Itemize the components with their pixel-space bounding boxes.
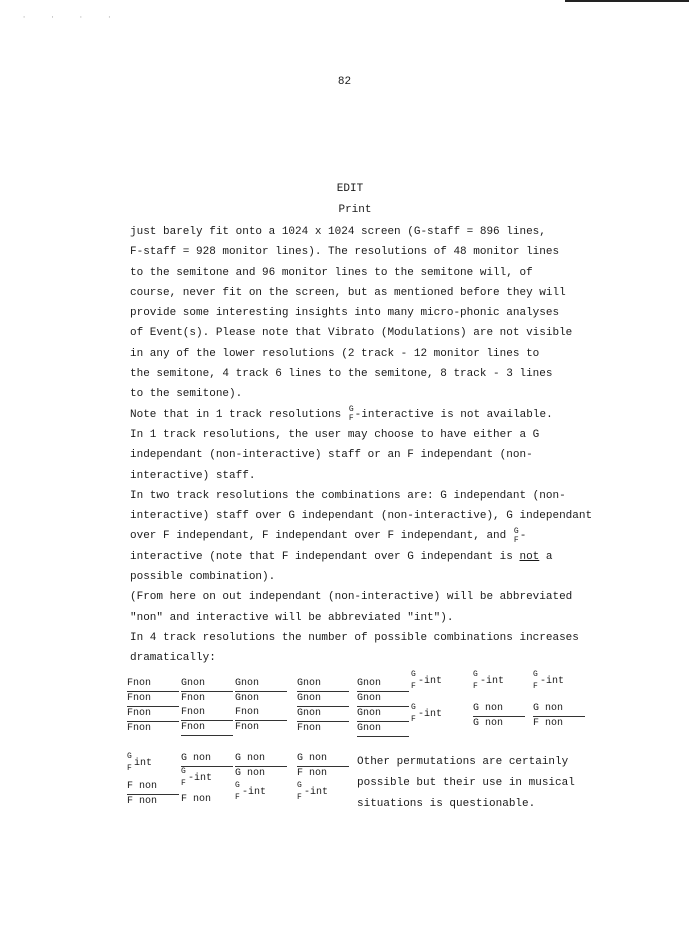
combo-cell: G non bbox=[473, 702, 525, 717]
combo-stack bbox=[533, 702, 585, 731]
frac-top: G bbox=[411, 670, 416, 679]
frac-label: -int bbox=[242, 787, 267, 798]
text-line: F-staff = 928 monitor lines). The resolutions of 48 monitor lines bbox=[130, 246, 560, 259]
frac-bottom: F bbox=[127, 764, 132, 773]
closing-note bbox=[357, 752, 597, 815]
combo-column bbox=[533, 670, 585, 731]
text-line: interactive) staff. bbox=[130, 469, 256, 482]
combo-column bbox=[181, 752, 233, 807]
combo-cell: Fnon bbox=[127, 707, 179, 722]
text-line: interactive) staff over G independant (non-interactive), G independant bbox=[130, 510, 593, 523]
frac-label: -int bbox=[188, 773, 213, 784]
frac-label: -int bbox=[480, 676, 505, 687]
frac-label: -int bbox=[418, 676, 443, 687]
frac-top: G bbox=[297, 781, 302, 790]
combo-cell: Fnon bbox=[127, 677, 179, 692]
gf-int-fraction bbox=[533, 670, 585, 698]
frac-top: G bbox=[127, 752, 132, 761]
combo-cell: Gnon bbox=[297, 707, 349, 722]
text-line: situations is questionable. bbox=[357, 798, 536, 810]
gf-int-fraction bbox=[411, 670, 463, 698]
text-line: just barely fit onto a 1024 x 1024 screen (G-staff = 896 lines, bbox=[130, 226, 546, 238]
combo-cell: F non bbox=[127, 796, 158, 807]
combo-cell: Fnon bbox=[127, 723, 152, 734]
frac-top: G bbox=[235, 781, 240, 790]
combo-cell: Fnon bbox=[181, 693, 206, 704]
frac-bottom: F bbox=[411, 682, 416, 691]
combo-cell: Gnon bbox=[235, 677, 287, 692]
gf-fraction bbox=[514, 527, 519, 545]
frac-bottom: F bbox=[411, 715, 416, 724]
frac-label: int bbox=[134, 758, 153, 769]
combo-column bbox=[411, 670, 463, 731]
combo-cell: Fnon bbox=[297, 723, 322, 734]
text-line: independant (non-interactive) staff or an F independant (non- bbox=[130, 449, 533, 462]
combo-cell: Fnon bbox=[127, 692, 179, 707]
frac-bottom: F bbox=[533, 682, 538, 691]
combo-cell: F non bbox=[181, 794, 212, 805]
frac-bottom: F bbox=[181, 779, 186, 788]
combo-cell: Gnon bbox=[357, 692, 409, 707]
combo-cell: Gnon bbox=[357, 707, 409, 722]
frac-top: G bbox=[411, 703, 416, 712]
text-line: possible but their use in musical bbox=[357, 777, 575, 789]
frac-top: G bbox=[533, 670, 538, 679]
combo-cell: G non bbox=[181, 752, 233, 767]
frac-label: -int bbox=[540, 676, 565, 687]
scan-specks: · · · · bbox=[22, 14, 122, 22]
section-subheading: Print bbox=[338, 204, 372, 216]
text-line: in any of the lower resolutions (2 track - 12 monitor lines to bbox=[130, 347, 540, 360]
text-line: course, never fit on the screen, but as mentioned before they will bbox=[130, 286, 566, 299]
frac-bottom: F bbox=[348, 413, 354, 423]
combo-cell: G non bbox=[533, 702, 585, 717]
frac-top: G bbox=[473, 670, 478, 679]
combo-cell: Gnon bbox=[297, 692, 349, 707]
combo-column bbox=[357, 677, 409, 737]
one-track-note bbox=[130, 405, 610, 425]
combo-column bbox=[127, 677, 179, 736]
text-line: In 4 track resolutions the number of possible combinations increases bbox=[130, 631, 579, 644]
gf-int-fraction bbox=[297, 781, 349, 809]
frac-bottom: F bbox=[297, 793, 302, 802]
top-rule bbox=[565, 0, 689, 2]
text-line: the semitone, 4 track 6 lines to the semitone, 8 track - 3 lines bbox=[130, 368, 553, 381]
combo-cell: Fnon bbox=[235, 722, 260, 733]
combo-column bbox=[235, 677, 287, 735]
text-line: to the semitone and 96 monitor lines to the semitone will, of bbox=[130, 266, 533, 279]
frac-bottom: F bbox=[473, 682, 478, 691]
text-line: In 1 track resolutions, the user may choose to have either a G bbox=[130, 428, 540, 441]
two-track-note bbox=[130, 547, 610, 567]
combo-column bbox=[297, 752, 349, 809]
gf-fraction bbox=[349, 405, 354, 423]
combo-cell: G non bbox=[297, 752, 349, 767]
text-run: over F independant, F independant over F independant, and bbox=[130, 530, 507, 543]
combo-cell: G non bbox=[235, 768, 266, 779]
gf-int-fraction bbox=[235, 781, 287, 809]
combo-cell: Gnon bbox=[357, 722, 409, 737]
combo-column bbox=[473, 670, 525, 731]
text-run: - bbox=[519, 530, 527, 543]
text-line: provide some interesting insights into many micro-phonic analyses bbox=[130, 307, 560, 320]
combo-cell: G non bbox=[235, 752, 287, 767]
combo-cell: G non bbox=[473, 718, 504, 729]
section-heading: EDIT bbox=[336, 183, 364, 195]
gf-int-fraction bbox=[127, 752, 179, 780]
combo-cell: F non bbox=[127, 780, 179, 795]
combo-cell: Gnon bbox=[357, 677, 409, 692]
frac-label: -int bbox=[418, 709, 443, 720]
text-line: (From here on out independant (non-interactive) will be abbreviated bbox=[130, 591, 573, 604]
combo-column bbox=[235, 752, 287, 809]
text-line: dramatically: bbox=[130, 652, 216, 665]
text-run: Note that in 1 track resolutions bbox=[130, 408, 342, 421]
text-line: "non" and interactive will be abbreviated "int"). bbox=[130, 611, 454, 624]
text-run: -interactive is not available. bbox=[354, 408, 553, 421]
body-text bbox=[130, 222, 610, 669]
frac-top: G bbox=[181, 767, 186, 776]
combo-column bbox=[127, 752, 179, 809]
two-track-frac-line bbox=[130, 526, 610, 546]
combo-stack bbox=[473, 702, 525, 731]
combo-column bbox=[181, 677, 233, 736]
combo-cell: Gnon bbox=[235, 693, 260, 704]
combo-cell: Fnon bbox=[181, 706, 233, 721]
combo-cell: F non bbox=[297, 768, 328, 779]
emphasis: not bbox=[519, 550, 540, 563]
frac-top: G bbox=[348, 404, 354, 414]
text-line: possible combination). bbox=[130, 571, 276, 584]
gf-int-fraction bbox=[411, 703, 463, 731]
text-run: interactive (note that F independant over G independant is bbox=[130, 550, 520, 563]
combo-cell: Fnon bbox=[181, 721, 233, 736]
combo-cell: Gnon bbox=[181, 677, 233, 692]
text-line: of Event(s). Please note that Vibrato (Modulations) are not visible bbox=[130, 327, 573, 340]
frac-bottom: F bbox=[513, 535, 519, 545]
gf-int-fraction bbox=[473, 670, 525, 698]
frac-bottom: F bbox=[235, 793, 240, 802]
combo-column bbox=[297, 677, 349, 736]
combo-cell: Gnon bbox=[297, 677, 349, 692]
frac-label: -int bbox=[304, 787, 329, 798]
text-run: a bbox=[539, 550, 553, 563]
page-number: 82 bbox=[337, 76, 352, 88]
combo-cell: Fnon bbox=[235, 706, 287, 721]
combo-cell: F non bbox=[533, 718, 564, 729]
gf-int-fraction bbox=[181, 767, 233, 793]
text-line: In two track resolutions the combinations are: G independant (non- bbox=[130, 489, 566, 502]
text-line: Other permutations are certainly bbox=[357, 756, 569, 768]
frac-top: G bbox=[513, 526, 519, 536]
text-line: to the semitone). bbox=[130, 388, 243, 401]
